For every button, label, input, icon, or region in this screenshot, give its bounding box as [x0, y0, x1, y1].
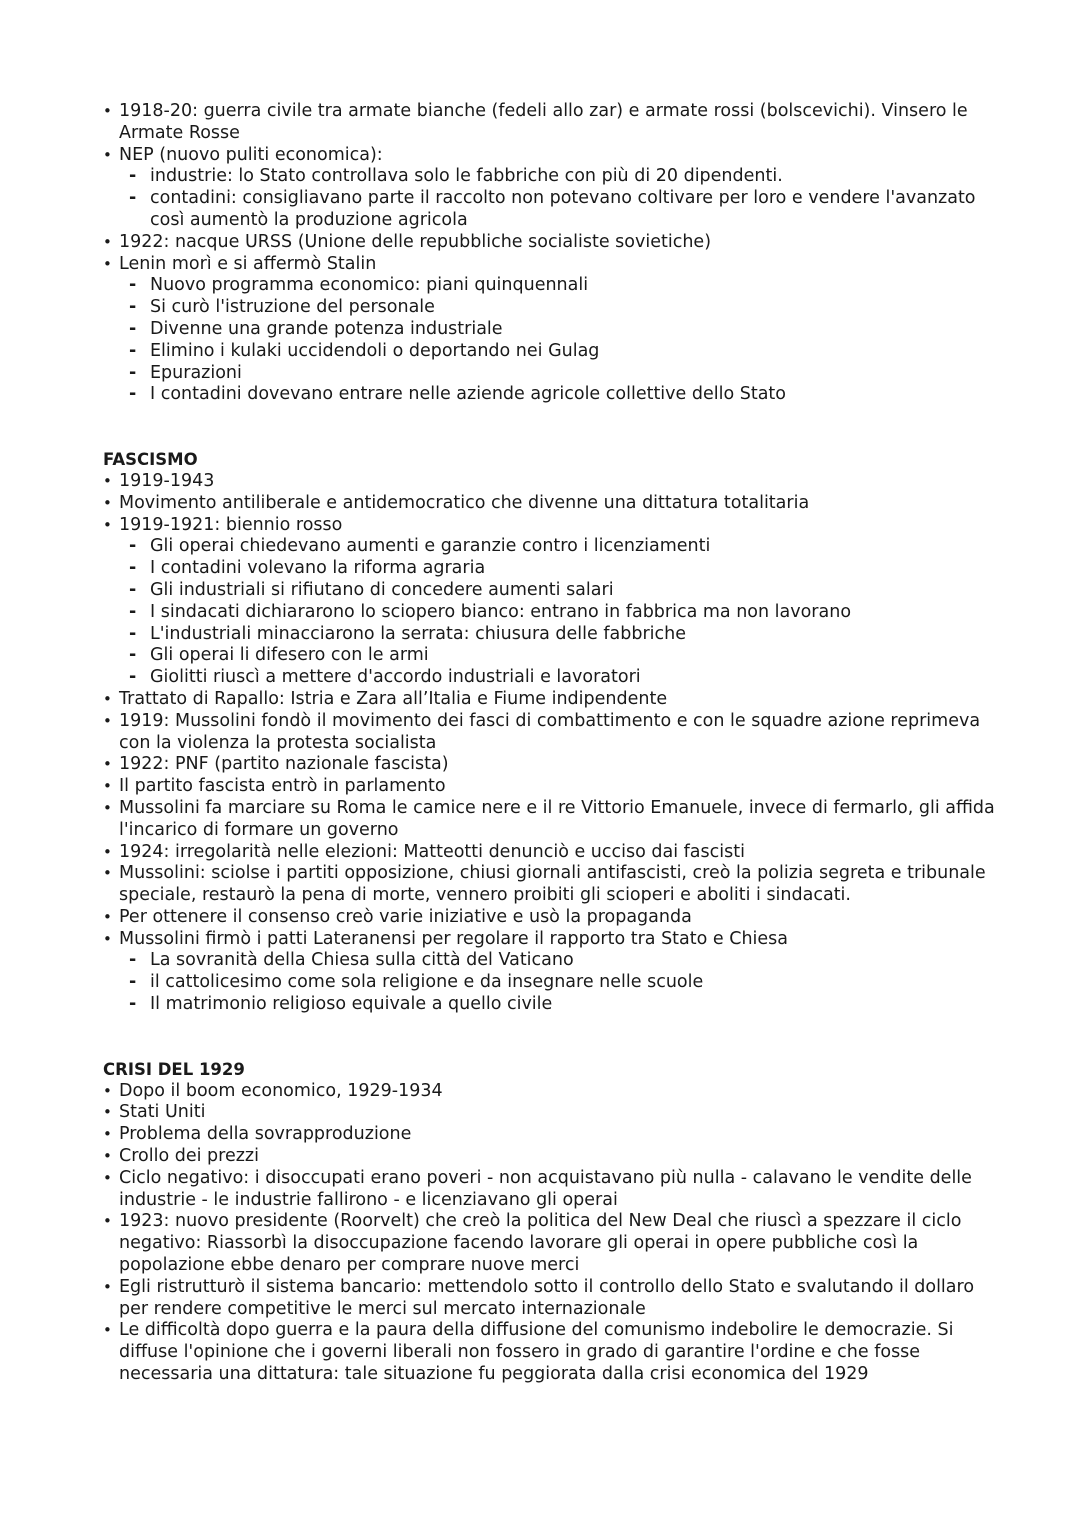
- bullet-item: [103, 689, 1003, 711]
- bullet-text: 1919-1943: [119, 470, 215, 491]
- bullet-item: [103, 907, 1003, 929]
- section-heading: CRISI DEL 1929: [103, 1059, 245, 1079]
- bullet-text: 1919: Mussolini fondò il movimento dei fasci di combattimento e con le squadre azione reprimeva con la violenza la protesta socialista: [119, 710, 981, 753]
- bullet-list: [103, 1081, 1003, 1386]
- bullet-item: [103, 232, 1003, 254]
- bullet-text: Stati Uniti: [119, 1102, 206, 1123]
- section-fascismo: [103, 449, 1003, 1016]
- sub-list: [119, 275, 1003, 406]
- bullet-text: Crollo dei prezzi: [119, 1146, 259, 1167]
- bullet-item: [103, 754, 1003, 776]
- sub-list: [119, 166, 1003, 231]
- sub-item: - Epurazioni: [119, 363, 1003, 385]
- bullet-text: Per ottenere il consenso creò varie iniziative e usò la propaganda: [119, 906, 692, 927]
- bullet-item: [103, 863, 1003, 907]
- sub-item: - Gli operai chiedevano aumenti e garanzie contro i licenziamenti: [119, 536, 1003, 558]
- bullet-text: 1924: irregolarità nelle elezioni: Matteotti denunciò e ucciso dai fascisti: [119, 841, 745, 862]
- sub-item: - Si curò l'istruzione del personale: [119, 297, 1003, 319]
- bullet-list: [103, 101, 1003, 406]
- bullet-text: Le difficoltà dopo guerra e la paura della diffusione del comunismo indebolire le democrazie. Si diffuse l'opinione che i governi liberali non fossero in grado di garantire l'ordine e che fosse necessaria una dittatura: tale situazione fu peggiorata dalla crisi economica del 1929: [119, 1320, 954, 1385]
- bullet-item: [103, 1124, 1003, 1146]
- sub-item: - Elimino i kulaki uccidendoli o deportando nei Gulag: [119, 341, 1003, 363]
- bullet-item: [103, 798, 1003, 842]
- bullet-item: [103, 929, 1003, 1016]
- bullet-item: [103, 254, 1003, 407]
- section-urss: [103, 101, 1003, 406]
- sub-item: - I contadini volevano la riforma agraria: [119, 558, 1003, 580]
- bullet-text: Movimento antiliberale e antidemocratico che divenne una dittatura totalitaria: [119, 492, 810, 513]
- bullet-text: Problema della sovrapproduzione: [119, 1124, 412, 1145]
- bullet-text: Egli ristrutturò il sistema bancario: mettendolo sotto il controllo dello Stato e svalutando il dollaro per rendere competitive le merci sul mercato internazionale: [119, 1276, 975, 1319]
- bullet-list: [103, 471, 1003, 1016]
- bullet-item: [103, 515, 1003, 689]
- bullet-text: 1918-20: guerra civile tra armate bianche (fedeli allo zar) e armate rossi (bolscevichi). Vinsero le Armate Rosse: [119, 101, 968, 143]
- bullet-text: 1922: PNF (partito nazionale fascista): [119, 754, 449, 775]
- sub-item: - Giolitti riuscì a mettere d'accordo industriali e lavoratori: [119, 667, 1003, 689]
- bullet-text: 1919-1921: biennio rosso: [119, 514, 343, 535]
- bullet-item: [103, 1168, 1003, 1212]
- document-page: [103, 101, 1003, 1386]
- bullet-item: [103, 145, 1003, 232]
- sub-list: [119, 950, 1003, 1015]
- bullet-item: [103, 101, 1003, 145]
- bullet-text: Lenin morì e si affermò Stalin: [119, 253, 377, 274]
- bullet-text: NEP (nuovo puliti economica):: [119, 144, 383, 165]
- bullet-item: [103, 471, 1003, 493]
- bullet-text: 1923: nuovo presidente (Roorvelt) che creò la politica del New Deal che riuscì a spezzare il ciclo negativo: Riassorbì la disoccupazione facendo lavorare gli operai in opere pubbliche così la popolazione ebbe denaro per comprare nuove merci: [119, 1211, 962, 1276]
- bullet-item: [103, 842, 1003, 864]
- section-crisi-1929: [103, 1059, 1003, 1386]
- sub-list: [119, 536, 1003, 689]
- bullet-text: Mussolini fa marciare su Roma le camice nere e il re Vittorio Emanuele, invece di fermarlo, gli affida l'incarico di formare un governo: [119, 797, 995, 840]
- bullet-text: Trattato di Rapallo: Istria e Zara all’Italia e Fiume indipendente: [119, 688, 668, 709]
- sub-item: - Nuovo programma economico: piani quinquennali: [119, 275, 1003, 297]
- sub-item: - Gli operai li difesero con le armi: [119, 645, 1003, 667]
- sub-item: - L'industriali minacciarono la serrata: chiusura delle fabbriche: [119, 624, 1003, 646]
- bullet-text: Dopo il boom economico, 1929-1934: [119, 1080, 443, 1101]
- sub-item: - Divenne una grande potenza industriale: [119, 319, 1003, 341]
- sub-item: - La sovranità della Chiesa sulla città del Vaticano: [119, 950, 1003, 972]
- bullet-text: 1922: nacque URSS (Unione delle repubbliche socialiste sovietiche): [119, 231, 712, 252]
- sub-item: - contadini: consigliavano parte il raccolto non potevano coltivare per loro e vendere l'avanzato così aumentò la produzione agricola: [119, 188, 1003, 232]
- bullet-text: Il partito fascista entrò in parlamento: [119, 776, 446, 797]
- sub-item: - Il matrimonio religioso equivale a quello civile: [119, 994, 1003, 1016]
- bullet-text: Mussolini firmò i patti Lateranensi per regolare il rapporto tra Stato e Chiesa: [119, 928, 788, 949]
- sub-item: - I sindacati dichiararono lo sciopero bianco: entrano in fabbrica ma non lavorano: [119, 602, 1003, 624]
- bullet-item: [103, 1277, 1003, 1321]
- bullet-item: [103, 493, 1003, 515]
- sub-item: - Gli industriali si rifiutano di concedere aumenti salari: [119, 580, 1003, 602]
- bullet-item: [103, 711, 1003, 755]
- bullet-item: [103, 1320, 1003, 1385]
- bullet-item: [103, 1081, 1003, 1103]
- sub-item: - industrie: lo Stato controllava solo le fabbriche con più di 20 dipendenti.: [119, 166, 1003, 188]
- bullet-item: [103, 1102, 1003, 1124]
- section-heading: FASCISMO: [103, 450, 198, 470]
- bullet-item: [103, 1146, 1003, 1168]
- bullet-text: Mussolini: sciolse i partiti opposizione, chiusi giornali antifascisti, creò la polizia segreta e tribunale speciale, restaurò la pena di morte, vennero proibiti gli scioperi e aboliti i sindacati.: [119, 863, 986, 906]
- bullet-text: Ciclo negativo: i disoccupati erano poveri - non acquistavano più nulla - calavano le vendite delle industrie - le industrie fallirono - e licenziavano gli operai: [119, 1167, 972, 1210]
- sub-item: - il cattolicesimo come sola religione e da insegnare nelle scuole: [119, 972, 1003, 994]
- bullet-item: [103, 1211, 1003, 1276]
- sub-item: - I contadini dovevano entrare nelle aziende agricole collettive dello Stato: [119, 384, 1003, 406]
- bullet-item: [103, 776, 1003, 798]
